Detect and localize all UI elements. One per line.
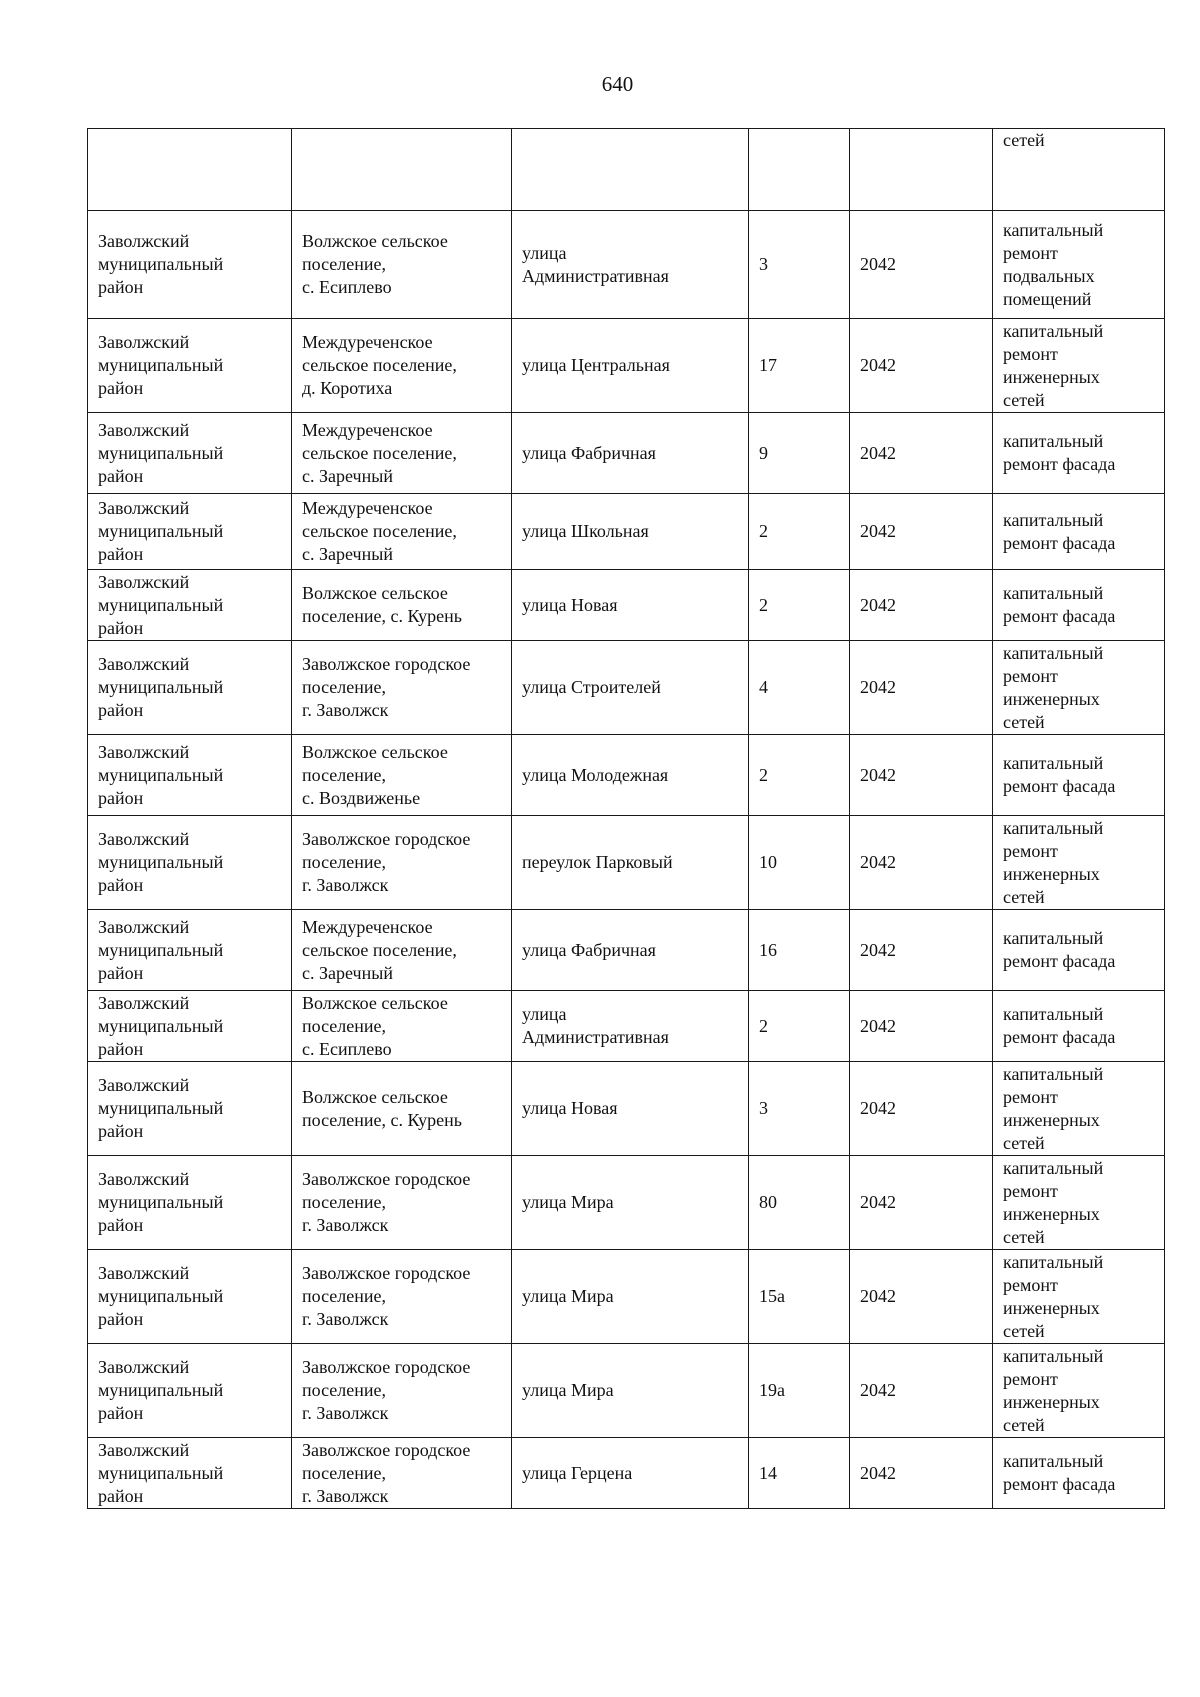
settlement-line: с. Заречный [302, 962, 393, 983]
street-cell [512, 319, 749, 413]
district-cell [88, 1062, 292, 1156]
work-type-line: капитальный [1003, 642, 1104, 663]
settlement-line: поселение, [302, 677, 387, 697]
district-line: район [98, 962, 144, 983]
work-type-line: ремонт фасада [1003, 532, 1116, 553]
house-number-cell: 2 [749, 570, 850, 641]
settlement-line: Заволжское городское [302, 1439, 471, 1460]
street-cell [512, 129, 749, 211]
district-line: муниципальный [98, 1462, 224, 1483]
work-type-line: инженерных [1003, 366, 1100, 387]
district-line: Заволжский [98, 829, 190, 849]
work-type-line: сетей [1003, 1414, 1045, 1435]
work-type-line: капитальный [1003, 1451, 1104, 1471]
house-number-cell: 2 [749, 494, 850, 570]
street-line: улица [522, 242, 567, 263]
table-row [88, 413, 1165, 494]
district-line: район [98, 787, 144, 808]
settlement-cell [292, 1156, 512, 1250]
settlement-line: сельское поселение, [302, 521, 457, 541]
work-type-cell [993, 413, 1165, 494]
settlement-line: сельское поселение, [302, 939, 457, 960]
district-line: муниципальный [98, 764, 224, 785]
street-cell [512, 570, 749, 641]
district-line: район [98, 1403, 144, 1423]
table-row [88, 641, 1165, 735]
house-number-cell: 16 [749, 910, 850, 991]
year-cell: 2042 [850, 1062, 993, 1156]
settlement-line: г. Заволжск [302, 1403, 389, 1423]
street-cell [512, 1344, 749, 1438]
district-line: Заволжский [98, 741, 190, 762]
district-line: муниципальный [98, 1192, 224, 1212]
settlement-line: Волжское сельское [302, 992, 448, 1013]
district-line: район [98, 465, 144, 486]
work-type-line: инженерных [1003, 1109, 1100, 1130]
street-cell [512, 494, 749, 570]
work-type-line: ремонт [1003, 1180, 1058, 1201]
settlement-cell [292, 413, 512, 494]
street-line: улица Центральная [522, 355, 670, 375]
settlement-line: Заволжское городское [302, 829, 471, 849]
work-type-line: капитальный [1003, 1251, 1104, 1272]
table-row [88, 319, 1165, 413]
work-type-line: сетей [1003, 1320, 1045, 1341]
year-cell: 2042 [850, 735, 993, 816]
work-type-line: помещений [1003, 288, 1092, 309]
page-number: 640 [601, 72, 634, 96]
district-line: муниципальный [98, 939, 224, 960]
work-type-line: ремонт фасада [1003, 776, 1116, 796]
settlement-line: Заволжское городское [302, 654, 471, 674]
work-type-line: капитальный [1003, 753, 1104, 773]
district-cell [88, 413, 292, 494]
district-line: Заволжский [98, 992, 190, 1013]
street-line: переулок Парковый [522, 852, 673, 872]
district-line: муниципальный [98, 594, 224, 615]
district-cell [88, 991, 292, 1062]
settlement-cell [292, 494, 512, 570]
district-line: Заволжский [98, 1169, 190, 1189]
settlement-line: Волжское сельское [302, 231, 448, 251]
street-cell [512, 1438, 749, 1509]
street-line: улица Мира [522, 1192, 614, 1212]
work-type-cell [993, 1062, 1165, 1156]
year-cell: 2042 [850, 910, 993, 991]
work-type-cell [993, 211, 1165, 319]
district-line: муниципальный [98, 521, 224, 541]
work-type-cell [993, 570, 1165, 641]
table-row [88, 1344, 1165, 1438]
work-type-line: ремонт [1003, 840, 1058, 861]
street-line: улица Герцена [522, 1462, 633, 1483]
settlement-line: поселение, с. Курень [302, 606, 462, 626]
work-type-line: инженерных [1003, 1297, 1100, 1318]
district-cell [88, 816, 292, 910]
district-line: район [98, 1215, 144, 1235]
street-line: улица Строителей [522, 677, 661, 697]
district-line: район [98, 1121, 144, 1141]
settlement-line: Волжское сельское [302, 741, 448, 762]
street-line: улица Школьная [522, 521, 649, 541]
settlement-line: поселение, [302, 254, 387, 274]
settlement-line: поселение, [302, 852, 387, 872]
district-line: муниципальный [98, 677, 224, 697]
work-type-line: ремонт [1003, 343, 1058, 364]
settlement-line: Заволжское городское [302, 1169, 471, 1189]
district-cell [88, 1156, 292, 1250]
settlement-cell [292, 1438, 512, 1509]
house-number-cell: 2 [749, 991, 850, 1062]
work-type-line: ремонт фасада [1003, 1474, 1116, 1494]
street-cell [512, 211, 749, 319]
district-line: Заволжский [98, 1075, 190, 1095]
work-type-line: капитальный [1003, 817, 1104, 838]
settlement-cell [292, 641, 512, 735]
work-type-cell [993, 1156, 1165, 1250]
house-number-cell: 3 [749, 1062, 850, 1156]
settlement-cell [292, 319, 512, 413]
year-cell: 2042 [850, 494, 993, 570]
table-row [88, 735, 1165, 816]
work-type-cell [993, 735, 1165, 816]
work-type-line: подвальных [1003, 265, 1095, 286]
district-line: Заволжский [98, 1439, 190, 1460]
settlement-cell [292, 991, 512, 1062]
settlement-line: г. Заволжск [302, 1485, 389, 1506]
house-number-cell: 17 [749, 319, 850, 413]
work-type-line: сетей [1003, 130, 1045, 150]
settlement-line: Заволжское городское [302, 1357, 471, 1377]
district-line: район [98, 1038, 144, 1059]
year-cell: 2042 [850, 641, 993, 735]
settlement-cell [292, 1250, 512, 1344]
street-cell [512, 991, 749, 1062]
work-type-line: капитальный [1003, 219, 1104, 240]
work-type-line: ремонт [1003, 1274, 1058, 1295]
work-type-line: ремонт [1003, 242, 1058, 263]
work-type-cell [993, 1250, 1165, 1344]
year-cell: 2042 [850, 319, 993, 413]
district-line: муниципальный [98, 355, 224, 375]
district-line: Заволжский [98, 1263, 190, 1283]
work-type-line: капитальный [1003, 1004, 1104, 1024]
table-row [88, 1250, 1165, 1344]
settlement-line: Волжское сельское [302, 1086, 448, 1107]
work-type-line: капитальный [1003, 1157, 1104, 1178]
street-line: улица Мира [522, 1286, 614, 1306]
work-type-line: капитальный [1003, 431, 1104, 451]
work-type-cell [993, 494, 1165, 570]
work-type-line: капитальный [1003, 928, 1104, 948]
year-cell [850, 129, 993, 211]
work-type-line: капитальный [1003, 583, 1104, 603]
settlement-line: поселение, [302, 1192, 387, 1212]
work-type-line: инженерных [1003, 688, 1100, 709]
house-number-cell: 9 [749, 413, 850, 494]
district-cell [88, 319, 292, 413]
street-line: улица Фабричная [522, 939, 656, 960]
settlement-line: поселение, с. Курень [302, 1109, 462, 1130]
settlement-line: с. Есиплево [302, 277, 392, 297]
work-type-line: инженерных [1003, 1391, 1100, 1412]
work-type-cell [993, 816, 1165, 910]
street-cell [512, 1156, 749, 1250]
settlement-line: г. Заволжск [302, 875, 389, 895]
work-type-cell [993, 1438, 1165, 1509]
settlement-line: Заволжское городское [302, 1263, 471, 1283]
year-cell: 2042 [850, 413, 993, 494]
settlement-line: поселение, [302, 1462, 387, 1483]
work-type-cell [993, 641, 1165, 735]
settlement-line: с. Есиплево [302, 1038, 392, 1059]
street-line: Административная [522, 1027, 669, 1047]
settlement-line: Междуреченское [302, 332, 433, 352]
street-cell [512, 641, 749, 735]
work-type-line: ремонт фасада [1003, 951, 1116, 971]
settlement-line: Междуреченское [302, 419, 433, 440]
house-number-cell: 14 [749, 1438, 850, 1509]
district-line: муниципальный [98, 1286, 224, 1306]
district-line: Заволжский [98, 498, 190, 518]
work-type-line: ремонт фасада [1003, 606, 1116, 626]
work-type-cell [993, 991, 1165, 1062]
settlement-line: сельское поселение, [302, 442, 457, 463]
district-cell [88, 910, 292, 991]
district-line: Заволжский [98, 419, 190, 440]
settlement-line: Волжское сельское [302, 583, 448, 603]
work-type-line: капитальный [1003, 1345, 1104, 1366]
table-row [88, 816, 1165, 910]
settlement-line: поселение, [302, 1286, 387, 1306]
district-line: муниципальный [98, 442, 224, 463]
district-line: Заволжский [98, 1357, 190, 1377]
work-type-line: капитальный [1003, 1063, 1104, 1084]
district-line: район [98, 1485, 144, 1506]
housing-repair-table [87, 128, 1165, 1509]
table-row [88, 1438, 1165, 1509]
work-type-line: ремонт фасада [1003, 1027, 1116, 1047]
street-line: Административная [522, 265, 669, 286]
settlement-line: поселение, [302, 764, 387, 785]
year-cell: 2042 [850, 211, 993, 319]
district-line: муниципальный [98, 1380, 224, 1400]
work-type-line: сетей [1003, 1226, 1045, 1247]
street-line: улица [522, 1004, 567, 1024]
street-line: улица Фабричная [522, 442, 656, 463]
work-type-cell [993, 910, 1165, 991]
work-type-line: ремонт [1003, 1086, 1058, 1107]
street-line: улица Новая [522, 594, 618, 615]
district-line: Заволжский [98, 332, 190, 352]
district-line: район [98, 617, 144, 638]
work-type-cell [993, 319, 1165, 413]
street-cell [512, 413, 749, 494]
work-type-line: капитальный [1003, 320, 1104, 341]
district-line: район [98, 544, 144, 564]
work-type-line: сетей [1003, 886, 1045, 907]
work-type-line: ремонт [1003, 665, 1058, 686]
district-line: район [98, 277, 144, 297]
table-body [88, 129, 1165, 1509]
settlement-cell [292, 1344, 512, 1438]
district-cell [88, 494, 292, 570]
district-line: муниципальный [98, 254, 224, 274]
table-row [88, 211, 1165, 319]
district-line: район [98, 875, 144, 895]
settlement-cell [292, 211, 512, 319]
settlement-line: г. Заволжск [302, 1309, 389, 1329]
year-cell: 2042 [850, 991, 993, 1062]
district-cell [88, 570, 292, 641]
settlement-cell [292, 910, 512, 991]
settlement-cell [292, 735, 512, 816]
district-cell [88, 1344, 292, 1438]
settlement-cell [292, 570, 512, 641]
settlement-line: д. Коротиха [302, 378, 393, 398]
year-cell: 2042 [850, 570, 993, 641]
district-cell [88, 129, 292, 211]
street-line: улица Новая [522, 1098, 618, 1118]
settlement-line: поселение, [302, 1015, 387, 1036]
street-cell [512, 910, 749, 991]
work-type-line: инженерных [1003, 1203, 1100, 1224]
district-line: район [98, 700, 144, 720]
district-cell [88, 211, 292, 319]
settlement-line: сельское поселение, [302, 355, 457, 375]
district-cell [88, 641, 292, 735]
work-type-line: ремонт фасада [1003, 454, 1116, 474]
settlement-line: г. Заволжск [302, 700, 389, 720]
settlement-line: поселение, [302, 1380, 387, 1400]
house-number-cell: 4 [749, 641, 850, 735]
street-line: улица Мира [522, 1380, 614, 1400]
settlement-cell [292, 816, 512, 910]
table-row [88, 1156, 1165, 1250]
street-cell [512, 1062, 749, 1156]
house-number-cell: 10 [749, 816, 850, 910]
street-cell [512, 735, 749, 816]
house-number-cell: 2 [749, 735, 850, 816]
settlement-line: Междуреченское [302, 916, 433, 937]
settlement-line: с. Воздвиженье [302, 787, 421, 808]
work-type-line: инженерных [1003, 863, 1100, 884]
year-cell: 2042 [850, 1438, 993, 1509]
district-cell [88, 1438, 292, 1509]
district-line: район [98, 378, 144, 398]
street-line: улица Молодежная [522, 764, 669, 785]
work-type-line: сетей [1003, 1132, 1045, 1153]
settlement-line: с. Заречный [302, 544, 393, 564]
settlement-cell [292, 1062, 512, 1156]
table-row [88, 494, 1165, 570]
house-number-cell: 80 [749, 1156, 850, 1250]
district-line: Заволжский [98, 916, 190, 937]
table-row [88, 570, 1165, 641]
district-cell [88, 1250, 292, 1344]
house-number-cell: 15а [749, 1250, 850, 1344]
year-cell: 2042 [850, 1156, 993, 1250]
house-number-cell [749, 129, 850, 211]
year-cell: 2042 [850, 1344, 993, 1438]
house-number-cell: 19а [749, 1344, 850, 1438]
work-type-line: сетей [1003, 389, 1045, 410]
work-type-line: сетей [1003, 711, 1045, 732]
table-row [88, 910, 1165, 991]
table-row [88, 991, 1165, 1062]
settlement-line: г. Заволжск [302, 1215, 389, 1235]
work-type-cell [993, 1344, 1165, 1438]
district-line: Заволжский [98, 231, 190, 251]
continuation-row [88, 129, 1165, 211]
district-line: Заволжский [98, 654, 190, 674]
district-line: муниципальный [98, 1015, 224, 1036]
work-type-line: ремонт [1003, 1368, 1058, 1389]
district-line: муниципальный [98, 1098, 224, 1118]
table-row [88, 1062, 1165, 1156]
district-line: район [98, 1309, 144, 1329]
district-line: Заволжский [98, 571, 190, 592]
settlement-line: с. Заречный [302, 465, 393, 486]
settlement-cell [292, 129, 512, 211]
street-cell [512, 1250, 749, 1344]
street-cell [512, 816, 749, 910]
work-type-line: капитальный [1003, 509, 1104, 530]
house-number-cell: 3 [749, 211, 850, 319]
district-cell [88, 735, 292, 816]
district-line: муниципальный [98, 852, 224, 872]
year-cell: 2042 [850, 816, 993, 910]
work-type-cell [993, 129, 1165, 211]
settlement-line: Междуреченское [302, 498, 433, 518]
year-cell: 2042 [850, 1250, 993, 1344]
